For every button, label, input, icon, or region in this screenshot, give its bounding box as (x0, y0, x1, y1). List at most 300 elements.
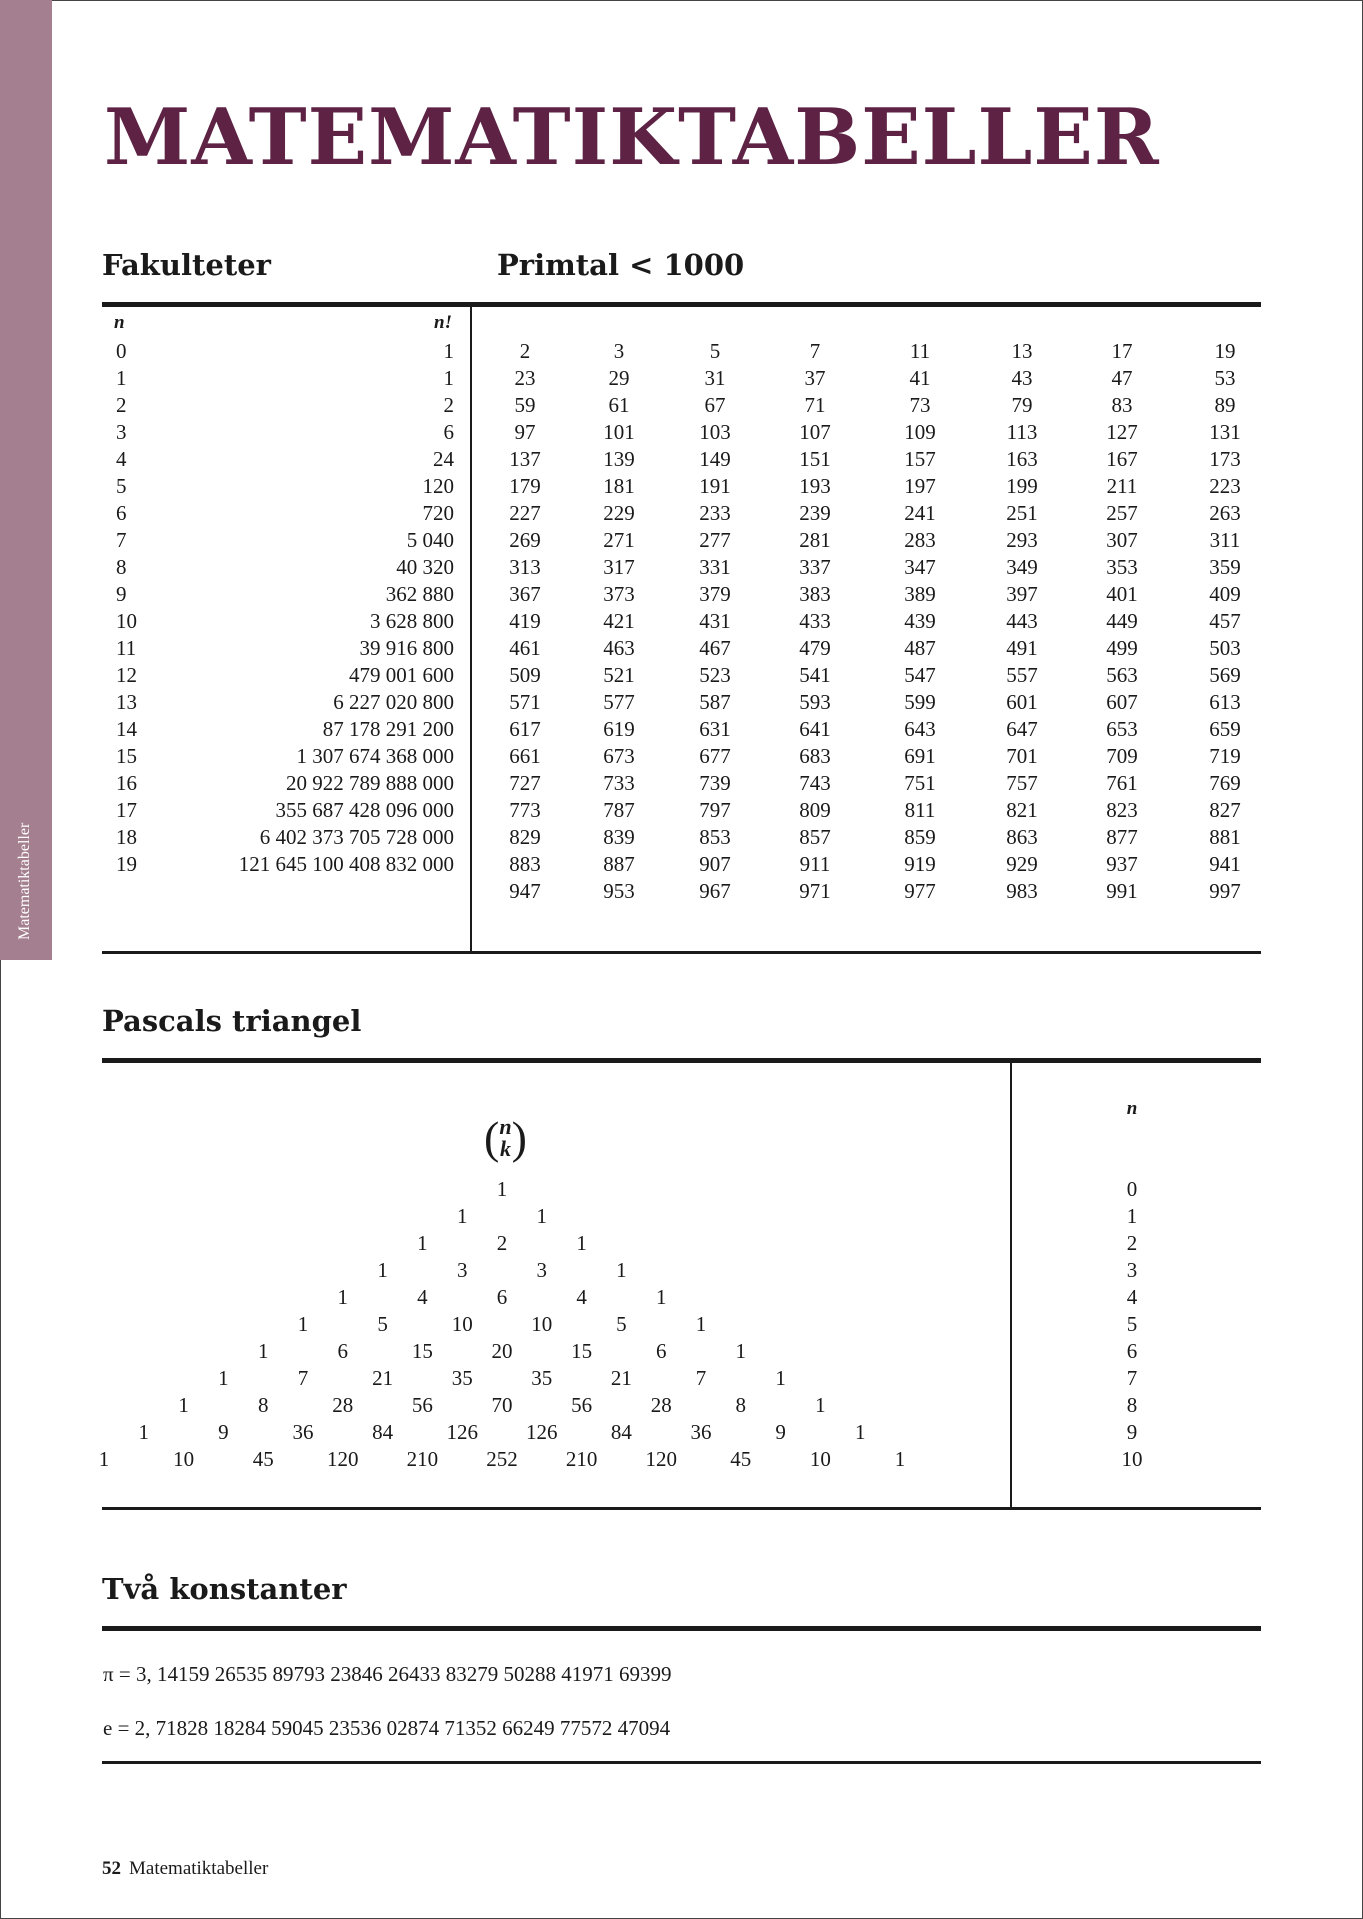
prime-cell: 181 (603, 474, 635, 498)
prime-cell: 317 (603, 555, 635, 579)
prime-cell: 83 (1111, 393, 1133, 417)
prime-cell: 337 (799, 555, 831, 579)
prime-cell: 647 (1006, 717, 1038, 741)
prime-cell: 101 (603, 420, 635, 444)
factorial-row (104, 581, 454, 608)
factorial-n: 0 (116, 339, 127, 363)
factorial-row (104, 608, 454, 635)
factorial-value: 355 687 428 096 000 (275, 798, 454, 822)
prime-row (470, 581, 1250, 608)
prime-cell: 877 (1106, 825, 1138, 849)
prime-cell: 293 (1006, 528, 1038, 552)
prime-cell: 167 (1106, 447, 1138, 471)
prime-row (470, 716, 1250, 743)
prime-row (470, 365, 1250, 392)
pascal-cell: 9 (218, 1420, 229, 1444)
prime-cell: 929 (1006, 852, 1038, 876)
prime-cell: 659 (1209, 717, 1241, 741)
prime-cell: 503 (1209, 636, 1241, 660)
factorial-value: 87 178 291 200 (322, 717, 454, 741)
prime-cell: 227 (509, 501, 541, 525)
prime-cell: 421 (603, 609, 635, 633)
prime-cell: 617 (509, 717, 541, 741)
prime-cell: 139 (603, 447, 635, 471)
pascal-cell: 1 (377, 1258, 388, 1282)
pascal-cell: 6 (496, 1285, 508, 1309)
factorial-n: 14 (116, 717, 137, 741)
factorial-n: 8 (116, 555, 127, 579)
prime-cell: 823 (1106, 798, 1138, 822)
prime-cell: 29 (608, 366, 630, 390)
prime-cell: 401 (1106, 582, 1138, 606)
prime-cell: 859 (904, 825, 936, 849)
prime-cell: 479 (799, 636, 831, 660)
prime-cell: 811 (904, 798, 936, 822)
binomial-close-paren: ) (511, 1112, 527, 1163)
binomial-open-paren: ( (484, 1112, 500, 1163)
prime-cell: 11 (909, 339, 931, 363)
prime-cell: 307 (1106, 528, 1138, 552)
prime-cell: 277 (699, 528, 731, 552)
pascal-n-value: 6 (1126, 1339, 1138, 1363)
pascal-cell: 1 (138, 1420, 150, 1444)
prime-row (470, 851, 1250, 878)
side-tab-label: Matematiktabeller (16, 822, 33, 940)
factorial-value: 2 (443, 393, 454, 417)
factorial-value: 24 (433, 447, 454, 471)
prime-cell: 223 (1209, 474, 1241, 498)
prime-cell: 557 (1006, 663, 1038, 687)
top-rule-tables (102, 302, 1261, 307)
pascal-cell: 1 (496, 1177, 508, 1201)
factorial-value: 20 922 789 888 000 (286, 771, 454, 795)
prime-cell: 757 (1006, 771, 1038, 795)
page-title: MATEMATIKTABELLER (104, 92, 1160, 183)
prime-cell: 193 (799, 474, 831, 498)
factorial-row (104, 473, 454, 500)
prime-cell: 191 (699, 474, 731, 498)
prime-cell: 809 (799, 798, 831, 822)
pascal-cell: 7 (695, 1366, 707, 1390)
prime-cell: 23 (514, 366, 536, 390)
prime-cell: 719 (1209, 744, 1241, 768)
factorial-row (104, 743, 454, 770)
pascal-cell: 126 (446, 1420, 478, 1444)
prime-cell: 653 (1106, 717, 1138, 741)
prime-row (470, 608, 1250, 635)
factorial-row (104, 635, 454, 662)
prime-cell: 251 (1006, 501, 1038, 525)
prime-cell: 5 (709, 339, 721, 363)
pascal-cell: 1 (894, 1447, 906, 1471)
prime-cell: 701 (1006, 744, 1038, 768)
prime-cell: 467 (699, 636, 731, 660)
pascal-cell: 120 (645, 1447, 677, 1471)
factorial-n: 16 (116, 771, 137, 795)
pascal-cell: 21 (610, 1366, 632, 1390)
pascal-cell: 28 (332, 1393, 354, 1417)
pascal-n-header: n (1126, 1098, 1138, 1119)
bottom-rule-tables (102, 951, 1261, 954)
side-tab (0, 0, 52, 960)
prime-row (470, 473, 1250, 500)
pascal-cell: 4 (417, 1285, 428, 1309)
pascal-cell: 1 (178, 1393, 189, 1417)
constants-heading: Två konstanter (102, 1572, 347, 1606)
prime-cell: 47 (1111, 366, 1133, 390)
factorial-row (104, 662, 454, 689)
top-rule-constants (102, 1626, 1261, 1631)
prime-cell: 41 (909, 366, 931, 390)
pascal-cell: 3 (456, 1258, 468, 1282)
factorial-row (104, 338, 454, 365)
primes-table (470, 338, 1250, 905)
prime-row (470, 824, 1250, 851)
prime-cell: 449 (1106, 609, 1138, 633)
factorial-n: 3 (116, 420, 127, 444)
factorial-row (104, 689, 454, 716)
prime-cell: 233 (699, 501, 731, 525)
prime-cell: 457 (1209, 609, 1241, 633)
prime-cell: 661 (509, 744, 541, 768)
pascal-cell: 84 (610, 1420, 632, 1444)
prime-cell: 151 (799, 447, 831, 471)
prime-cell: 727 (509, 771, 541, 795)
factorial-row (104, 446, 454, 473)
factorial-value: 1 (443, 339, 454, 363)
prime-cell: 97 (514, 420, 536, 444)
factorial-value: 6 402 373 705 728 000 (259, 825, 454, 849)
pascal-cell: 1 (456, 1204, 468, 1228)
prime-cell: 619 (603, 717, 635, 741)
factorial-value-header: n! (434, 312, 452, 333)
prime-cell: 881 (1209, 825, 1241, 849)
binomial-stack (499, 1116, 511, 1160)
prime-cell: 787 (603, 798, 635, 822)
prime-cell: 883 (509, 852, 541, 876)
prime-cell: 919 (904, 852, 936, 876)
pascal-cell: 1 (257, 1339, 269, 1363)
prime-cell: 257 (1106, 501, 1138, 525)
top-rule-pascal (102, 1058, 1261, 1063)
prime-cell: 431 (699, 609, 731, 633)
pascal-cell: 35 (531, 1366, 553, 1390)
prime-cell: 229 (603, 501, 635, 525)
prime-cell: 761 (1106, 771, 1138, 795)
factorial-row (104, 770, 454, 797)
pascal-cell: 210 (565, 1447, 598, 1471)
prime-cell: 199 (1006, 474, 1038, 498)
pascal-n-value: 10 (1121, 1447, 1143, 1471)
pascal-cell: 1 (297, 1312, 309, 1336)
prime-cell: 601 (1006, 690, 1038, 714)
pascal-cell: 45 (252, 1447, 274, 1471)
prime-cell: 821 (1006, 798, 1038, 822)
pascal-cell: 20 (491, 1339, 513, 1363)
prime-cell: 73 (909, 393, 931, 417)
prime-cell: 607 (1106, 690, 1138, 714)
primes-heading: Primtal < 1000 (497, 248, 745, 282)
prime-row (470, 878, 1250, 905)
factorial-value: 6 227 020 800 (333, 690, 454, 714)
prime-cell: 311 (1209, 528, 1241, 552)
prime-cell: 997 (1209, 879, 1241, 903)
prime-cell: 439 (904, 609, 936, 633)
prime-cell: 271 (603, 528, 635, 552)
pascal-cell: 8 (735, 1393, 747, 1417)
prime-cell: 491 (1006, 636, 1038, 660)
pascal-cell: 1 (854, 1420, 866, 1444)
pascal-cell: 1 (536, 1204, 548, 1228)
prime-cell: 71 (804, 393, 826, 417)
prime-cell: 269 (509, 528, 541, 552)
factorial-n: 1 (116, 366, 127, 390)
pascal-n-column (1100, 1176, 1164, 1473)
prime-cell: 643 (904, 717, 936, 741)
prime-cell: 463 (603, 636, 635, 660)
factorial-value: 6 (443, 420, 454, 444)
pascal-cell: 1 (735, 1339, 747, 1363)
pascal-cell: 252 (486, 1447, 518, 1471)
pascal-n-value: 1 (1126, 1204, 1138, 1228)
pascal-cell: 1 (98, 1447, 110, 1471)
prime-cell: 797 (699, 798, 731, 822)
prime-cell: 389 (904, 582, 936, 606)
prime-cell: 7 (809, 339, 821, 363)
prime-cell: 709 (1106, 744, 1138, 768)
pascal-cell: 1 (218, 1366, 229, 1390)
pascal-cell: 70 (491, 1393, 513, 1417)
factorial-n: 6 (116, 501, 127, 525)
pascal-n-value: 3 (1126, 1258, 1138, 1282)
prime-cell: 163 (1006, 447, 1038, 471)
pascal-n-value: 2 (1126, 1231, 1138, 1255)
factorial-row (104, 527, 454, 554)
prime-cell: 461 (509, 636, 541, 660)
prime-cell: 37 (804, 366, 826, 390)
prime-cell: 911 (799, 852, 831, 876)
prime-cell: 347 (904, 555, 936, 579)
pascal-cell: 8 (257, 1393, 269, 1417)
pascal-cell: 1 (337, 1285, 349, 1309)
prime-cell: 941 (1209, 852, 1241, 876)
prime-cell: 173 (1209, 447, 1241, 471)
prime-cell: 499 (1106, 636, 1138, 660)
factorial-n: 4 (116, 447, 127, 471)
prime-cell: 131 (1209, 420, 1241, 444)
prime-cell: 149 (699, 447, 731, 471)
prime-cell: 241 (904, 501, 936, 525)
pascal-n-value: 9 (1126, 1420, 1138, 1444)
pascal-cell: 21 (372, 1366, 394, 1390)
prime-cell: 373 (603, 582, 635, 606)
prime-cell: 937 (1106, 852, 1138, 876)
prime-cell: 853 (699, 825, 731, 849)
pascal-n-value: 8 (1126, 1393, 1138, 1417)
pascal-cell: 15 (411, 1339, 433, 1363)
prime-cell: 733 (603, 771, 635, 795)
bottom-rule-constants (102, 1761, 1261, 1764)
factorial-n: 5 (116, 474, 127, 498)
prime-cell: 197 (904, 474, 936, 498)
pi-constant: π = 3, 14159 26535 89793 23846 26433 83279 50288 41971 69399 (103, 1662, 672, 1686)
footer-label: Matematiktabeller (129, 1858, 269, 1879)
factorial-n: 12 (116, 663, 137, 687)
factorial-n: 11 (116, 636, 137, 660)
pascal-cell: 36 (690, 1420, 712, 1444)
pascal-cell: 7 (297, 1366, 309, 1390)
prime-cell: 587 (699, 690, 731, 714)
factorial-value: 1 (443, 366, 454, 390)
factorials-heading: Fakulteter (102, 248, 271, 282)
prime-cell: 743 (799, 771, 831, 795)
prime-cell: 683 (799, 744, 831, 768)
prime-cell: 691 (904, 744, 936, 768)
prime-row (470, 662, 1250, 689)
pascal-n-value: 0 (1126, 1177, 1138, 1201)
prime-cell: 331 (699, 555, 731, 579)
prime-cell: 827 (1209, 798, 1241, 822)
pascal-cell: 10 (451, 1312, 473, 1336)
prime-cell: 379 (699, 582, 731, 606)
factorial-row (104, 851, 454, 878)
prime-cell: 773 (509, 798, 541, 822)
prime-cell: 839 (603, 825, 635, 849)
prime-cell: 971 (799, 879, 831, 903)
prime-cell: 313 (509, 555, 541, 579)
prime-cell: 967 (699, 879, 731, 903)
factorial-n: 2 (116, 393, 127, 417)
pascal-heading: Pascals triangel (102, 1004, 362, 1038)
factorial-n: 18 (116, 825, 137, 849)
prime-row (470, 500, 1250, 527)
prime-cell: 53 (1214, 366, 1236, 390)
page-footer (102, 1858, 268, 1880)
prime-cell: 17 (1111, 339, 1133, 363)
prime-cell: 541 (799, 663, 831, 687)
prime-cell: 359 (1209, 555, 1241, 579)
prime-cell: 283 (904, 528, 936, 552)
prime-cell: 409 (1209, 582, 1241, 606)
factorial-row (104, 716, 454, 743)
prime-row (470, 635, 1250, 662)
pascal-cell: 4 (576, 1285, 587, 1309)
factorial-row (104, 554, 454, 581)
prime-cell: 113 (1006, 420, 1038, 444)
factorial-value: 39 916 800 (359, 636, 454, 660)
factorial-row (104, 824, 454, 851)
prime-cell: 593 (799, 690, 831, 714)
prime-cell: 953 (603, 879, 635, 903)
bottom-rule-pascal (102, 1507, 1261, 1510)
prime-cell: 79 (1011, 393, 1033, 417)
pascal-divider (1010, 1063, 1012, 1508)
pascal-cell: 1 (695, 1312, 707, 1336)
prime-cell: 89 (1214, 393, 1236, 417)
factorial-row (104, 797, 454, 824)
prime-cell: 857 (799, 825, 831, 849)
prime-row (470, 554, 1250, 581)
prime-cell: 547 (904, 663, 936, 687)
prime-cell: 419 (509, 609, 541, 633)
pascal-cell: 1 (417, 1231, 428, 1255)
prime-cell: 673 (603, 744, 635, 768)
pascal-cell: 1 (775, 1366, 786, 1390)
prime-row (470, 770, 1250, 797)
prime-cell: 367 (509, 582, 541, 606)
factorial-n: 13 (116, 690, 137, 714)
prime-cell: 523 (699, 663, 731, 687)
pascal-cell: 10 (531, 1312, 553, 1336)
binomial-top: n (499, 1114, 512, 1139)
prime-row (470, 419, 1250, 446)
prime-cell: 991 (1106, 879, 1138, 903)
pascal-cell: 2 (496, 1231, 508, 1255)
pascal-cell: 1 (815, 1393, 826, 1417)
factorial-n-header: n (114, 312, 125, 333)
prime-cell: 947 (509, 879, 541, 903)
prime-cell: 641 (799, 717, 831, 741)
prime-cell: 61 (608, 393, 630, 417)
factorial-value: 40 320 (396, 555, 454, 579)
prime-cell: 59 (514, 393, 536, 417)
pascal-cell: 5 (616, 1312, 627, 1336)
factorial-row (104, 500, 454, 527)
prime-cell: 383 (799, 582, 831, 606)
factorial-n: 9 (116, 582, 127, 606)
prime-cell: 983 (1006, 879, 1038, 903)
prime-cell: 571 (509, 690, 541, 714)
factorial-value: 3 628 800 (370, 609, 454, 633)
factorial-n: 19 (116, 852, 137, 876)
pascal-cell: 35 (451, 1366, 473, 1390)
prime-cell: 577 (603, 690, 635, 714)
prime-cell: 521 (603, 663, 635, 687)
factorial-value: 479 001 600 (349, 663, 454, 687)
pascal-cell: 210 (406, 1447, 439, 1471)
pascal-cell: 1 (616, 1258, 627, 1282)
pascal-cell: 56 (571, 1393, 593, 1417)
prime-row (470, 392, 1250, 419)
binomial-bottom: k (499, 1136, 511, 1161)
factorial-n: 17 (116, 798, 137, 822)
pascal-cell: 120 (327, 1447, 359, 1471)
prime-cell: 109 (904, 420, 936, 444)
prime-row (470, 446, 1250, 473)
factorial-value: 120 (422, 474, 454, 498)
pascal-cell: 56 (411, 1393, 433, 1417)
e-constant: e = 2, 71828 18284 59045 23536 02874 71352 66249 77572 47094 (103, 1716, 671, 1740)
factorial-n: 15 (116, 744, 137, 768)
pascal-cell: 1 (576, 1231, 587, 1255)
prime-cell: 907 (699, 852, 731, 876)
pascal-cell: 10 (173, 1447, 195, 1471)
prime-row (470, 338, 1250, 365)
prime-cell: 211 (1106, 474, 1138, 498)
prime-cell: 569 (1209, 663, 1241, 687)
pascal-cell: 9 (775, 1420, 786, 1444)
prime-cell: 631 (699, 717, 731, 741)
factorial-row (104, 419, 454, 446)
factorial-table (104, 338, 454, 878)
pascal-cell: 84 (372, 1420, 394, 1444)
prime-cell: 769 (1209, 771, 1241, 795)
prime-cell: 739 (699, 771, 731, 795)
prime-cell: 281 (799, 528, 831, 552)
prime-cell: 443 (1006, 609, 1038, 633)
factorial-value: 121 645 100 408 832 000 (238, 852, 454, 876)
prime-row (470, 743, 1250, 770)
